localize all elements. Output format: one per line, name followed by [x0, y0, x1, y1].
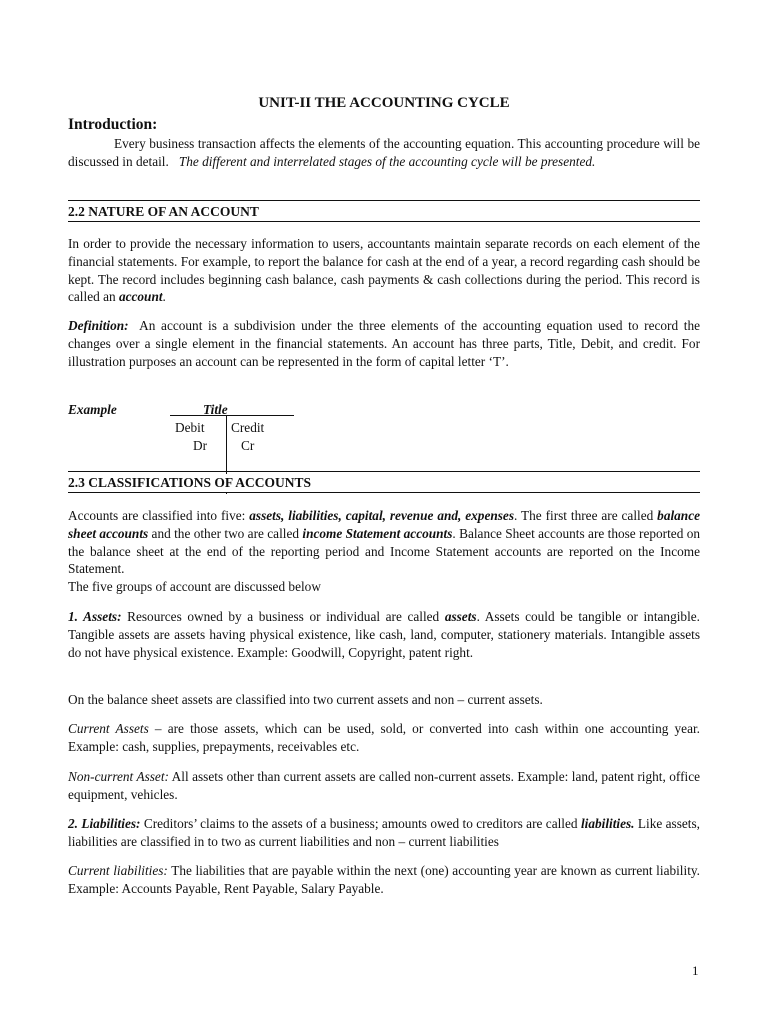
classification-text: Accounts are classified into five:	[68, 508, 250, 523]
nature-text: In order to provide the necessary information to users, accountants maintain separate records on each element of the financial statements. For example, to report the balance for cash at the end of a year, a record regarding cash should be kept. The record includes beginning cash balance, cash payments & cash collections during the period. This record is called an	[68, 236, 700, 305]
classification-text: . The first three are called	[514, 508, 658, 523]
assets-classified-paragraph	[68, 691, 700, 709]
introduction-paragraph	[68, 135, 700, 171]
assets-label: 1. Assets:	[68, 609, 122, 624]
definition-label: Definition:	[68, 318, 129, 333]
noncurrent-assets-text: All assets other than current assets are called non-current assets. Example: land, patent right, office equipment, vehicles.	[68, 769, 701, 802]
section-heading-bar	[68, 471, 700, 493]
noncurrent-assets-label: Non-current Asset:	[68, 769, 169, 784]
liabilities-label: 2. Liabilities:	[68, 816, 141, 831]
t-account-horizontal-line	[170, 415, 294, 416]
assets-text: . Assets could be tangible or intangible. Tangible assets are assets having physical existence, like cash, land, computer, stationery materials. Intangible assets do not have physical existence. Example: Goodwill, Copyright, patent right.	[68, 609, 700, 660]
classification-intro-line: The five groups of account are discussed below	[68, 579, 321, 595]
assets-paragraph	[68, 608, 700, 661]
liabilities-text: Creditors’ claims to the assets of a business; amounts owed to creditors are called	[140, 816, 581, 831]
t-account-dr: Dr	[193, 438, 208, 453]
section-heading: 2.2 NATURE OF AN ACCOUNT	[68, 204, 259, 219]
income-statement-term: income Statement accounts	[302, 525, 453, 541]
balance-sheet-term: balance sheet accounts	[68, 508, 701, 541]
liabilities-text: Like assets, liabilities are classified in to two as current liabilities and non – current liabilities	[68, 816, 700, 849]
example-label: Example	[68, 402, 117, 417]
assets-classified-text: On the balance sheet assets are classified into two current assets and non – current assets.	[68, 692, 543, 707]
nature-paragraph	[68, 235, 700, 306]
assets-term: assets	[444, 609, 477, 624]
current-assets-label: Current Assets	[68, 721, 149, 736]
definition-paragraph	[68, 317, 700, 370]
t-account-cr: Cr	[241, 438, 255, 453]
account-term: account	[118, 289, 163, 305]
classification-text: . Balance Sheet accounts are those reported on the balance sheet at the end of the reporting period and Income Statement accounts are reported on the Income Statement.	[68, 525, 701, 577]
classification-paragraph	[68, 507, 700, 596]
classification-text: and the other two are called	[148, 525, 303, 541]
five-groups-term: assets, liabilities, capital, revenue and, expenses	[249, 508, 515, 523]
noncurrent-assets-paragraph	[68, 768, 700, 804]
introduction-heading: Introduction:	[68, 116, 158, 133]
current-assets-paragraph	[68, 720, 700, 756]
current-liabilities-text: The liabilities that are payable within the next (one) accounting year are known as current liability. Example: Accounts Payable, Rent Payable, Salary Payable.	[68, 863, 700, 896]
introduction-text-italic: The different and interrelated stages of the accounting cycle will be presented.	[178, 153, 596, 169]
section-heading: 2.3 CLASSIFICATIONS OF ACCOUNTS	[68, 475, 312, 490]
definition-text: An account is a subdivision under the three elements of the accounting equation used to record the changes over a single element in the financial statements. An account has three parts, Title, Debit, and credit. For illustration purposes an account can be represented in the form of capital letter ‘T’.	[68, 318, 700, 369]
t-account-title: Title	[203, 402, 228, 417]
liabilities-paragraph	[68, 815, 700, 851]
assets-text: Resources owned by a business or individual are called	[121, 609, 445, 624]
page-number: 1	[692, 963, 699, 978]
introduction-text: Every business transaction affects the elements of the accounting equation. This accounting procedure will be discussed in detail.	[68, 136, 700, 169]
section-heading-bar	[68, 200, 700, 222]
current-liabilities-label: Current liabilities:	[68, 863, 168, 878]
liabilities-term: liabilities.	[580, 816, 635, 831]
t-account-debit: Debit	[175, 420, 205, 435]
current-liabilities-paragraph	[68, 862, 700, 898]
t-account-credit: Credit	[231, 420, 265, 435]
nature-text-end: .	[162, 289, 166, 305]
page-title: UNIT-II THE ACCOUNTING CYCLE	[258, 95, 510, 111]
current-assets-text: – are those assets, which can be used, sold, or converted into cash within one accounting year. Example: cash, supplies, prepayments, receivables etc.	[68, 721, 700, 754]
